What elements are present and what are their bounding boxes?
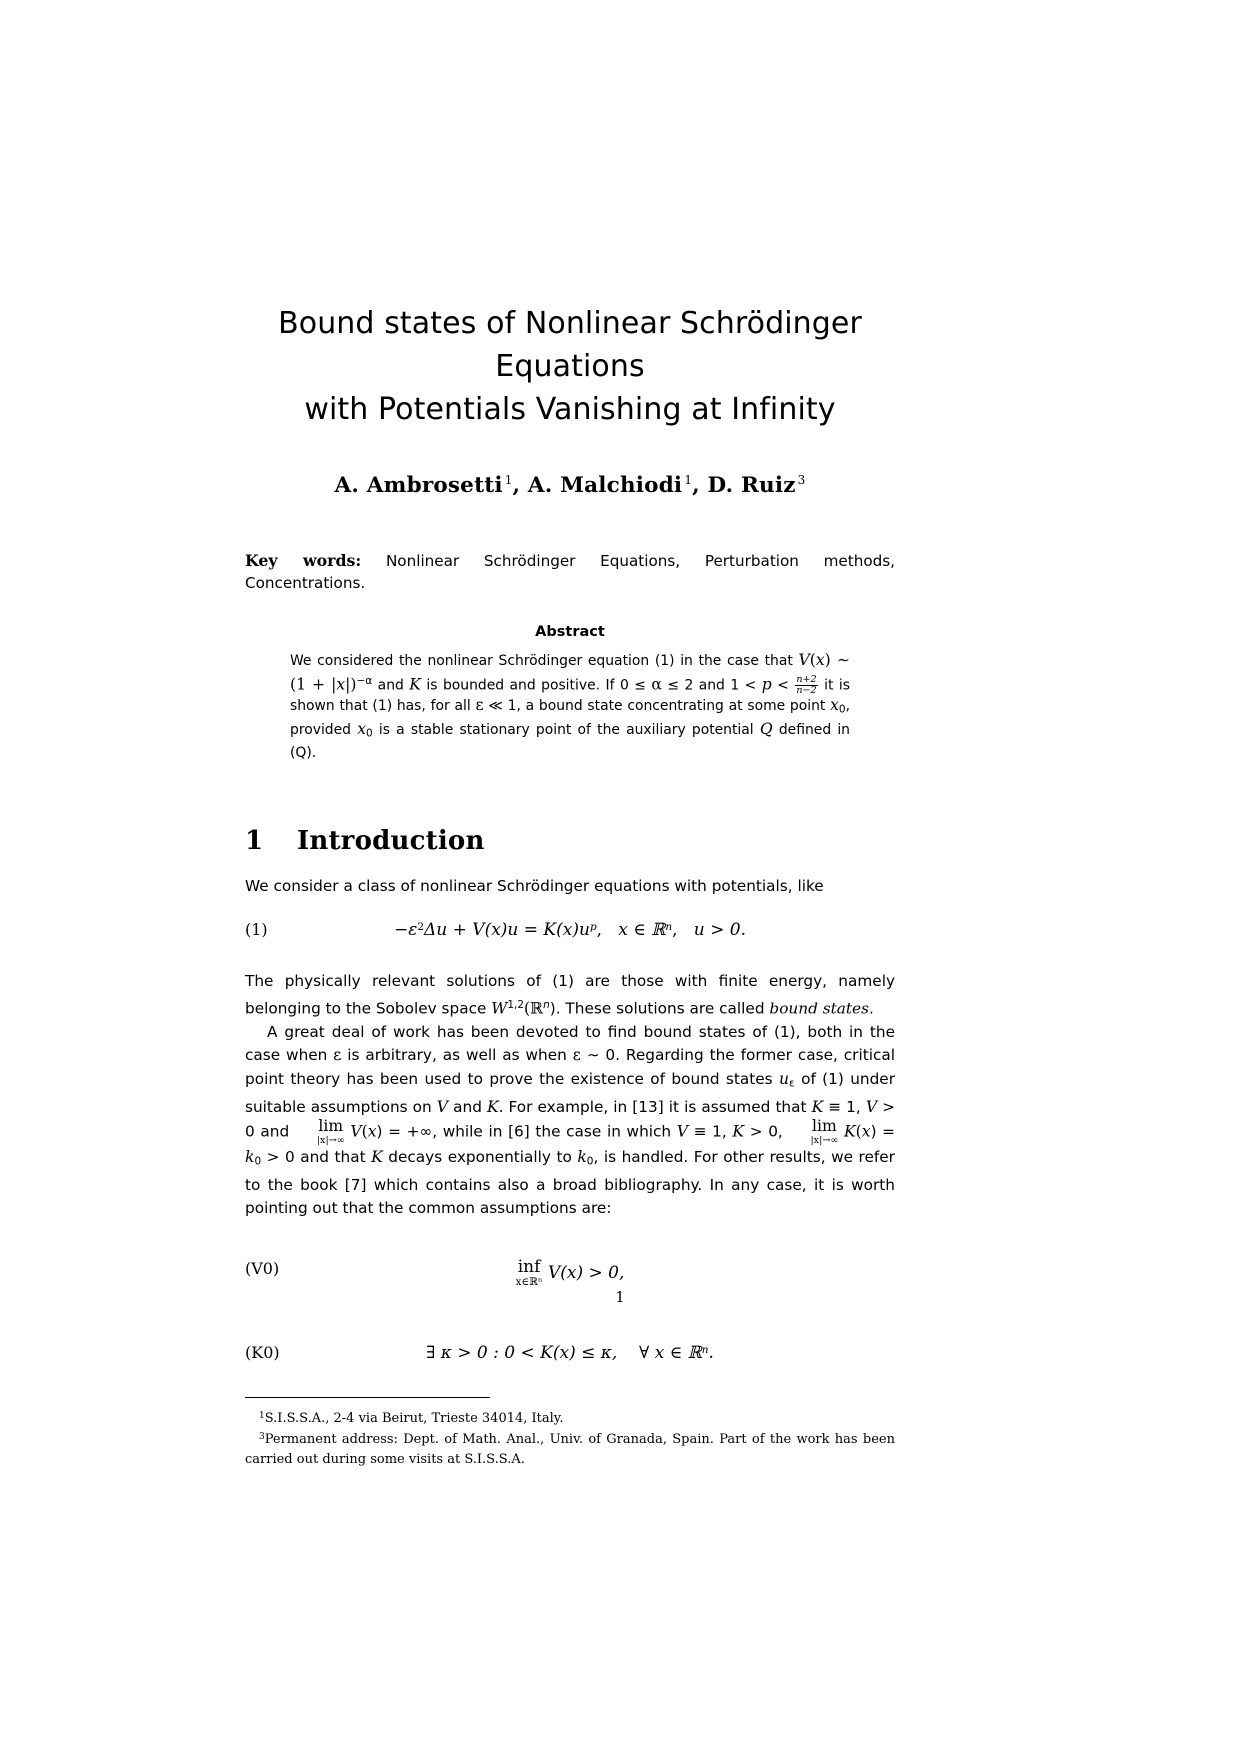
p3-math-u-sub: ε bbox=[789, 1077, 795, 1090]
equation-1-lhs2: Δu + V(x)u = K(x)u bbox=[424, 920, 590, 941]
page-number: 1 bbox=[615, 1288, 625, 1306]
abstract-math-x0-b: x bbox=[357, 720, 366, 739]
author-name-2: , A. Malchiodi bbox=[512, 473, 683, 499]
keywords-label: Key words: bbox=[245, 551, 362, 571]
abstract-seg-12: is a stable stationary point of the auxiliary potential bbox=[372, 722, 760, 739]
p3-math-K-5: K bbox=[371, 1147, 383, 1166]
equation-1-lhs2-sup: p bbox=[589, 921, 597, 934]
p3-limit-1 bbox=[295, 1119, 345, 1145]
author-footnote-marker-3: 3 bbox=[797, 473, 806, 487]
assumption-v0-inf-bottom: x∈ℝⁿ bbox=[515, 1275, 543, 1288]
equation-1-mid-comma: , bbox=[672, 920, 678, 941]
section-title: Introduction bbox=[297, 825, 485, 856]
footnote-2 bbox=[245, 1428, 895, 1469]
abstract-sup-alpha: −α bbox=[356, 674, 373, 687]
abstract-math-p: p bbox=[761, 675, 772, 693]
p3-math-k0-b-sub: 0 bbox=[586, 1154, 594, 1167]
p2-seg-a: The physically relevant solutions of (1) are those with finite energy, namely belonging to the Sobolev space bbox=[245, 972, 895, 1018]
equation-1-tag: (1) bbox=[245, 920, 268, 940]
assumption-k0-expr-b: ∀ x ∈ ℝ bbox=[638, 1342, 702, 1363]
abstract-seg-6: is bounded and positive. If 0 ≤ bbox=[420, 677, 652, 693]
p3-seg-p: ) = bbox=[870, 1123, 895, 1142]
p3-limit-2 bbox=[788, 1119, 838, 1145]
p3-math-k0: k bbox=[245, 1147, 255, 1166]
equation-1-mid: x ∈ ℝ bbox=[618, 920, 666, 941]
abstract-fraction-numerator: n+2 bbox=[796, 673, 817, 685]
p3-math-k0-b: k bbox=[577, 1147, 587, 1166]
p2-n-sup: n bbox=[543, 998, 550, 1011]
section-number: 1 bbox=[245, 825, 264, 856]
author-footnote-marker-1: 1 bbox=[504, 473, 513, 487]
abstract-math-eps: ε bbox=[475, 696, 484, 715]
abstract-seg-2: ( bbox=[809, 651, 816, 670]
abstract-fraction-denominator: n−2 bbox=[796, 685, 817, 697]
assumption-v0-expr: V(x) > 0, bbox=[547, 1262, 625, 1283]
footnote-1 bbox=[245, 1407, 895, 1429]
assumption-v0-body bbox=[245, 1256, 895, 1288]
p3-seg-h: > 0 and bbox=[245, 1097, 895, 1142]
assumption-k0-row bbox=[245, 1343, 895, 1377]
assumption-k0-tag: (K0) bbox=[245, 1342, 280, 1362]
assumption-v0-tag: (V0) bbox=[245, 1258, 280, 1278]
abstract-text bbox=[290, 651, 850, 764]
assumption-k0-expr-a: ∃ κ > 0 : 0 < K(x) ≤ κ, bbox=[426, 1342, 618, 1363]
keywords-block bbox=[245, 550, 895, 594]
abstract-block bbox=[290, 624, 850, 764]
page-title bbox=[245, 280, 895, 431]
p3-math-x-1: x bbox=[367, 1123, 377, 1142]
abstract-sub-0b: 0 bbox=[365, 727, 373, 740]
abstract-seg-10: ≪ 1, a bound state concentrating at some point bbox=[483, 698, 831, 715]
assumption-k0-body bbox=[245, 1343, 895, 1363]
abstract-math-K: K bbox=[409, 675, 421, 693]
equation-1-lhs-sup: 2 bbox=[417, 921, 425, 934]
assumption-k0-expr-b-sup: n bbox=[701, 1343, 709, 1356]
p3-limit-2-top: lim bbox=[812, 1117, 837, 1136]
equation-1-rhs: u > 0. bbox=[693, 920, 747, 941]
p3-seg-b: is arbitrary, as well as when bbox=[341, 1046, 573, 1065]
abstract-seg-1: We considered the nonlinear Schrödinger equation (1) in the case that bbox=[290, 653, 799, 670]
p2-italic-bound-states: bound states bbox=[769, 999, 869, 1018]
p3-math-K: K bbox=[486, 1097, 499, 1116]
p3-math-k0-sub: 0 bbox=[254, 1154, 262, 1167]
p3-math-V-2: V bbox=[865, 1097, 878, 1116]
equation-1-body bbox=[245, 920, 895, 940]
keywords-text: Nonlinear Schrödinger Equations, Perturbation methods, Concentrations. bbox=[245, 552, 896, 593]
abstract-seg-13: defined in (Q). bbox=[290, 722, 850, 762]
abstract-sub-0a: 0 bbox=[838, 703, 846, 716]
assumption-v0-infimum bbox=[515, 1256, 543, 1288]
assumption-v0-inf-top: inf bbox=[517, 1256, 541, 1277]
abstract-fraction bbox=[795, 675, 817, 697]
abstract-seg-5: and bbox=[372, 677, 410, 693]
abstract-seg-11: , provided bbox=[290, 698, 850, 739]
p3-seg-j: ( bbox=[361, 1123, 368, 1142]
p3-math-K-3: K bbox=[732, 1123, 745, 1142]
paragraph-intro-3 bbox=[245, 1021, 895, 1221]
abstract-math-x2: x bbox=[336, 675, 346, 693]
p3-seg-c: ∼ 0. Regarding the former case, critical point theory has been used to prove the existence of bound states bbox=[245, 1046, 896, 1088]
p2-seg-b: (ℝ bbox=[524, 999, 544, 1018]
p3-limit-2-bottom: |x|→∞ bbox=[810, 1135, 839, 1147]
p2-math-W: W bbox=[491, 999, 508, 1018]
author-footnote-marker-2: 1 bbox=[684, 473, 693, 487]
equation-1-comma: , bbox=[596, 920, 603, 941]
p3-math-eps-1: ε bbox=[333, 1046, 342, 1065]
p3-seg-g: ≡ 1, bbox=[823, 1097, 866, 1116]
p3-seg-d: of (1) under suitable assumptions on bbox=[245, 1069, 895, 1116]
abstract-seg-3: ) ∼ (1 + | bbox=[290, 651, 851, 693]
p3-seg-o: ( bbox=[855, 1123, 862, 1142]
equation-1-mid-sup: n bbox=[665, 921, 673, 934]
abstract-seg-4: |) bbox=[345, 675, 357, 693]
abstract-math-V: V bbox=[798, 651, 810, 670]
paragraph-intro-1: We consider a class of nonlinear Schrödinger equations with potentials, like bbox=[245, 876, 824, 895]
abstract-math-Q: Q bbox=[759, 720, 773, 739]
p3-limit-1-bottom: |x|→∞ bbox=[316, 1135, 345, 1147]
p3-math-V-4: V bbox=[676, 1123, 689, 1142]
abstract-math-alpha: α bbox=[651, 675, 662, 693]
footnote-separator bbox=[245, 1397, 490, 1398]
title-line-1: Bound states of Nonlinear Schrödinger Equations bbox=[278, 306, 862, 384]
p3-seg-a: A great deal of work has been devoted to find bound states of (1), both in the case when bbox=[245, 1022, 895, 1065]
paragraph-intro-2 bbox=[245, 970, 895, 1020]
footnote-1-text: S.I.S.S.A., 2-4 via Beirut, Trieste 34014, Italy. bbox=[264, 1410, 564, 1426]
equation-1-row bbox=[245, 920, 895, 950]
p2-math-W-sup: 1,2 bbox=[507, 998, 525, 1011]
author-list bbox=[245, 473, 895, 498]
equation-1-lhs: −ε bbox=[393, 920, 418, 941]
p2-seg-c: ). These solutions are called bbox=[549, 999, 770, 1018]
p3-seg-f: . For example, in [13] it is assumed that bbox=[498, 1097, 812, 1116]
p3-math-V: V bbox=[436, 1097, 449, 1116]
footnote-2-text: Permanent address: Dept. of Math. Anal., Univ. of Granada, Spain. Part of the work has been carried out during some visits at S.I.S.S.A. bbox=[245, 1432, 895, 1467]
abstract-heading: Abstract bbox=[535, 624, 605, 641]
p3-seg-q: > 0 and that bbox=[261, 1147, 372, 1166]
title-line-2: with Potentials Vanishing at Infinity bbox=[304, 392, 836, 427]
assumption-k0-expr-b-end: . bbox=[708, 1342, 714, 1363]
abstract-seg-9: it is shown that (1) has, for all bbox=[290, 677, 850, 715]
p3-math-x-2: x bbox=[861, 1123, 871, 1142]
footnote-1-marker: 1 bbox=[259, 1410, 265, 1421]
p3-math-V-3: V bbox=[350, 1123, 362, 1142]
p3-seg-e: and bbox=[448, 1097, 487, 1116]
p3-math-K-4: K bbox=[844, 1123, 856, 1142]
abstract-math-x0-a: x bbox=[830, 696, 839, 715]
p3-seg-m: > 0, bbox=[744, 1123, 789, 1142]
abstract-math-x1: x bbox=[815, 651, 825, 670]
p3-seg-k: ) = +∞, while in [6] the case in which bbox=[376, 1123, 677, 1142]
p3-seg-l: ≡ 1, bbox=[688, 1123, 733, 1142]
author-name-3: , D. Ruiz bbox=[692, 473, 796, 499]
author-name-1: A. Ambrosetti bbox=[334, 473, 503, 499]
p2-seg-d: . bbox=[868, 999, 874, 1018]
section-heading-introduction bbox=[245, 826, 895, 856]
p3-math-eps-2: ε bbox=[572, 1046, 581, 1065]
p3-seg-s: , is handled. For other results, we refer to the book [7] which contains also a broad bibliography. In any case, it is worth pointing out that the common assumptions are: bbox=[245, 1147, 895, 1218]
footnote-2-marker: 3 bbox=[259, 1432, 265, 1443]
abstract-seg-8: < bbox=[771, 677, 795, 693]
p3-limit-1-top: lim bbox=[318, 1117, 344, 1136]
footnotes-block bbox=[245, 1407, 895, 1470]
abstract-seg-7: ≤ 2 and 1 < bbox=[661, 677, 762, 693]
p3-math-u: u bbox=[779, 1069, 790, 1088]
p3-seg-r: decays exponentially to bbox=[382, 1147, 578, 1166]
p3-math-K-2: K bbox=[811, 1097, 824, 1116]
